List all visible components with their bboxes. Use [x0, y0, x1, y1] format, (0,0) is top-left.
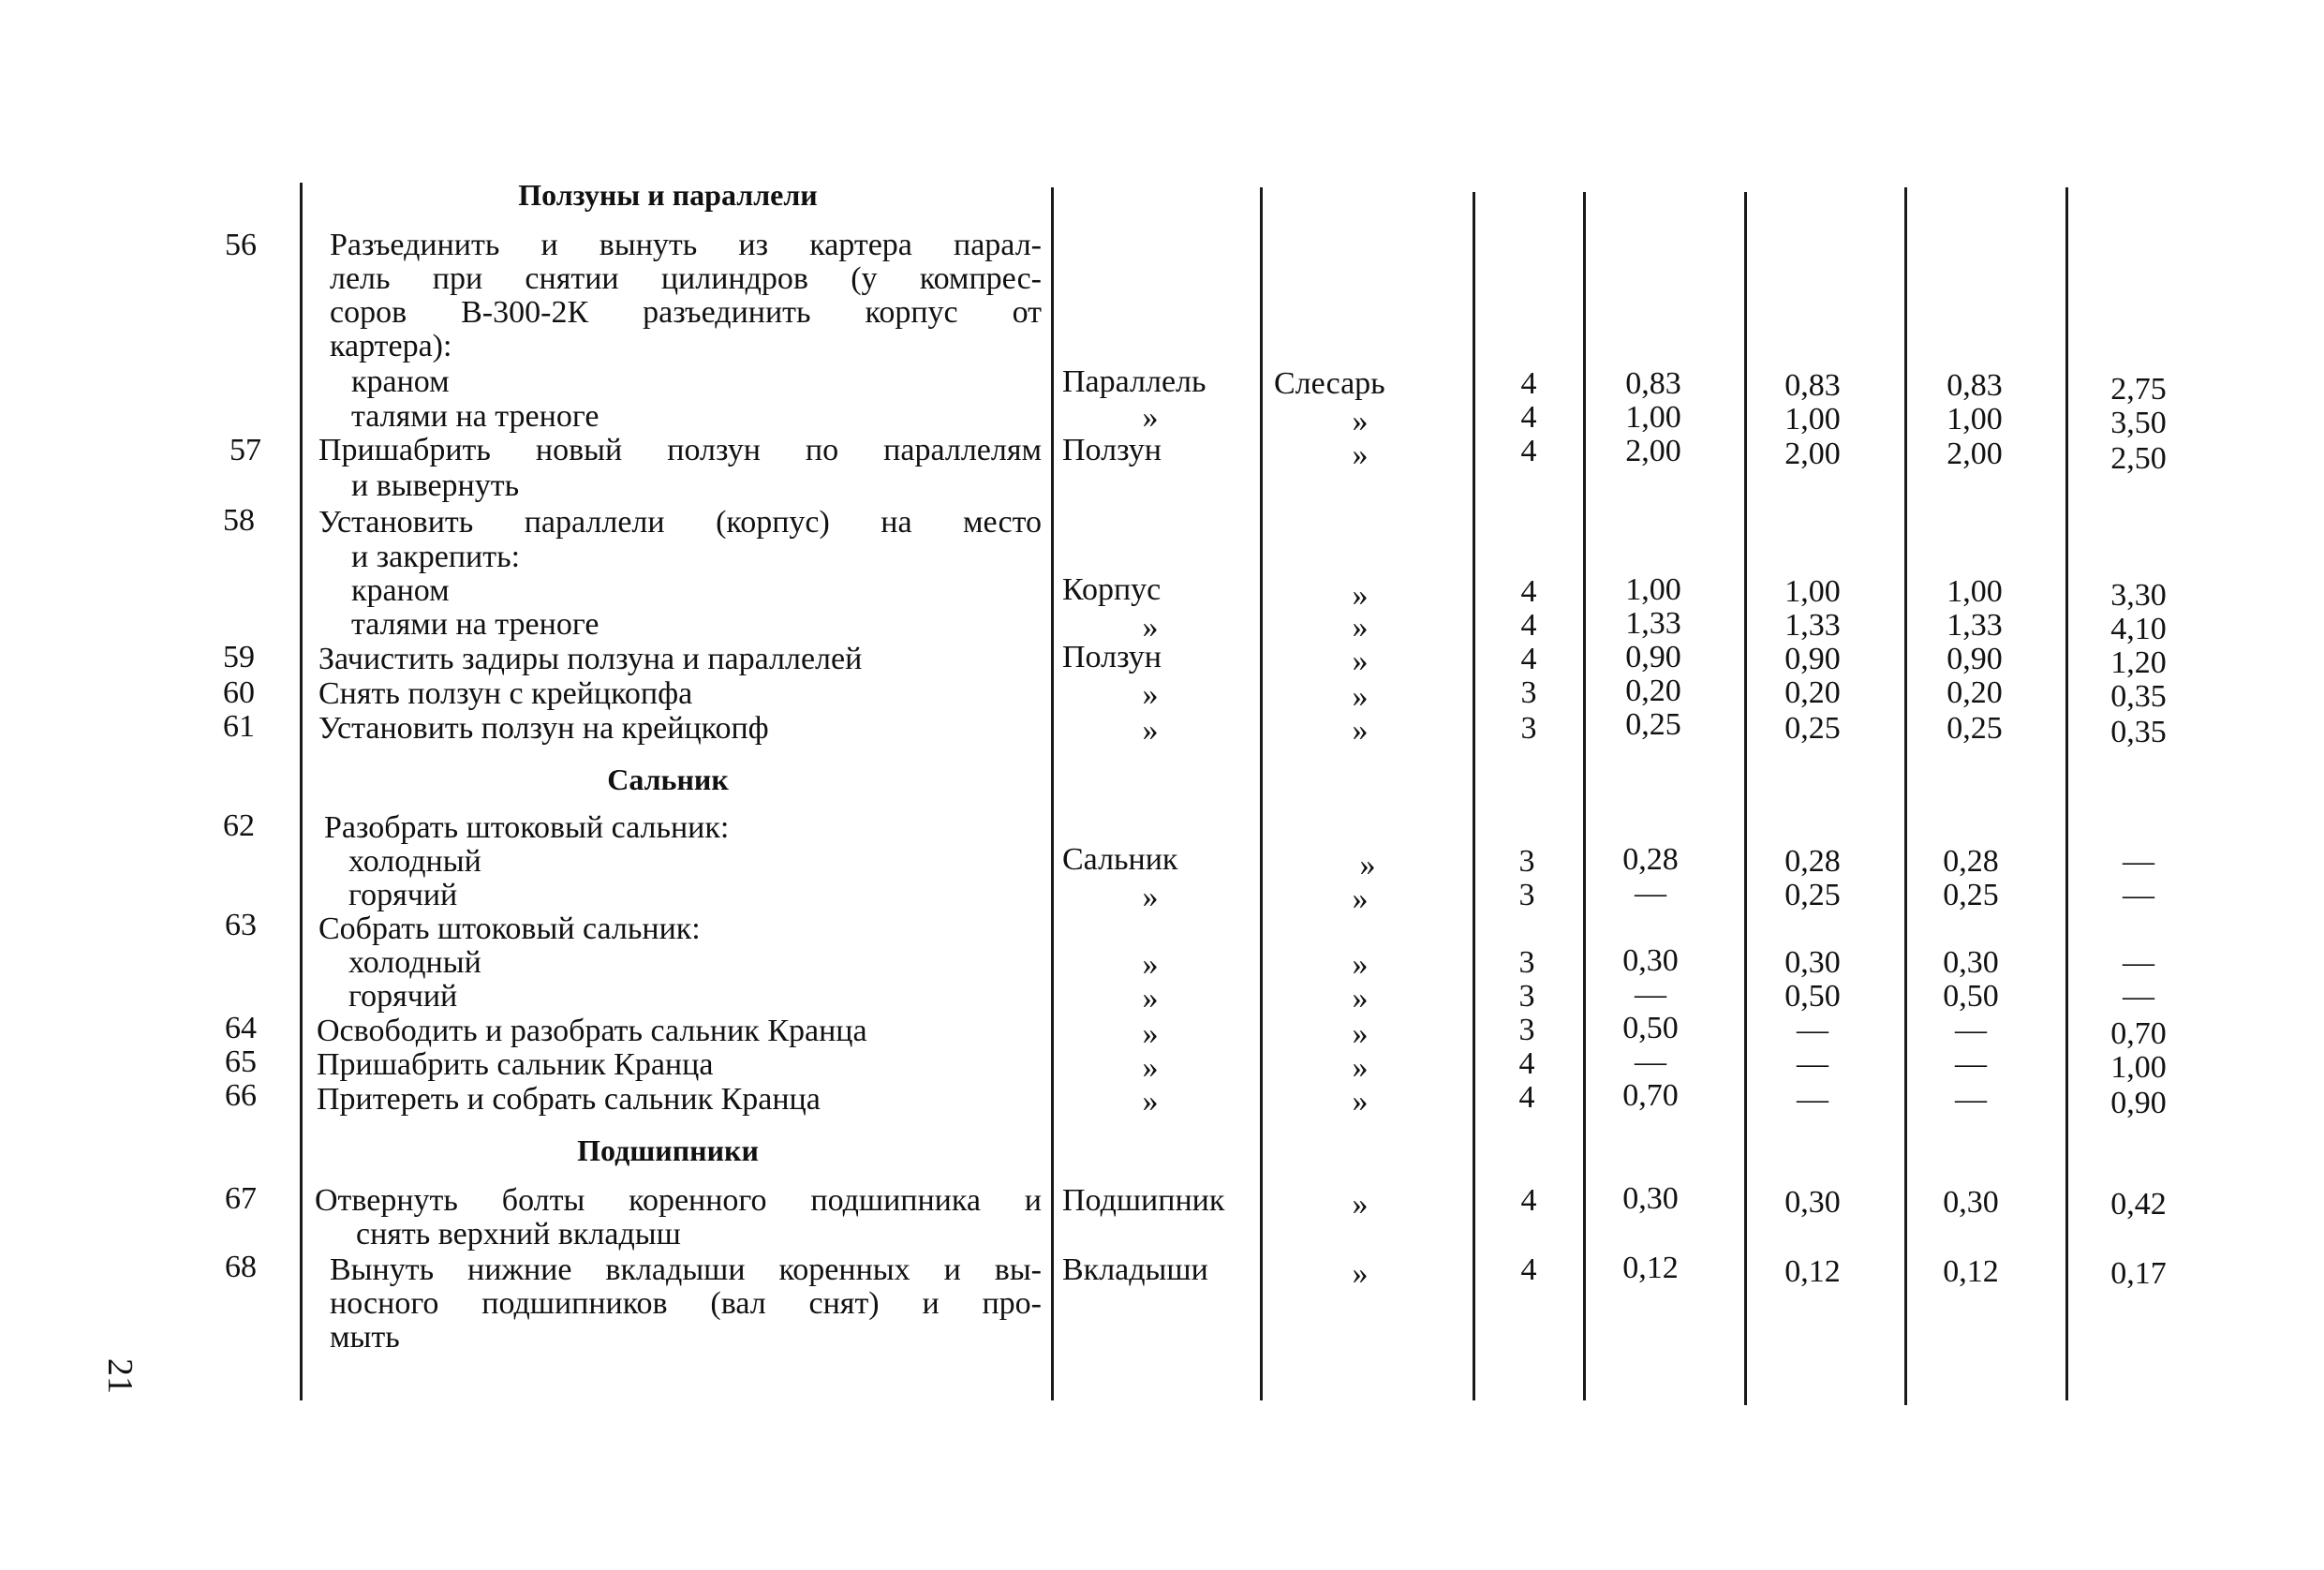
grade-cell: 4 [1520, 1252, 1537, 1287]
rule-grade [1583, 192, 1586, 1400]
value-2: 0,30 [1784, 945, 1841, 980]
row-text: Зачистить задиры ползуна и параллелей [318, 642, 863, 676]
rule-part [1260, 187, 1263, 1400]
grade-cell: 3 [1520, 675, 1537, 710]
grade-cell: 3 [1518, 844, 1535, 879]
value-3: — [1955, 1046, 1987, 1081]
value-3: 0,50 [1943, 979, 1999, 1014]
value-4: 0,90 [2110, 1086, 2167, 1120]
value-3: 1,33 [1947, 608, 2003, 643]
value-2: 0,25 [1784, 711, 1841, 746]
value-3: — [1955, 1013, 1987, 1047]
row-text: Пришабрить новый ползун по параллелям [318, 433, 1042, 467]
part-cell: » [1142, 880, 1159, 914]
grade-cell: 4 [1520, 642, 1537, 676]
row-text: Отвернуть болты коренного подшипника и [315, 1183, 1042, 1218]
row-number: 68 [225, 1250, 257, 1284]
worker-cell: » [1352, 947, 1369, 982]
worker-cell: » [1352, 578, 1369, 613]
sub-label: краном [351, 573, 450, 608]
sub-label: холодный [348, 945, 481, 980]
row-text: Разъединить и вынуть из картера парал- [330, 228, 1042, 262]
row-text: Установить параллели (корпус) на место [318, 505, 1042, 540]
grade-cell: 4 [1518, 1046, 1535, 1081]
row-text: картера): [330, 329, 452, 363]
value-1: 0,30 [1622, 1181, 1679, 1216]
value-3: 0,83 [1947, 368, 2003, 403]
value-1: 0,30 [1622, 943, 1679, 978]
grade-cell: 4 [1520, 366, 1537, 401]
value-1: 0,25 [1625, 707, 1681, 742]
value-4: — [2123, 945, 2154, 980]
row-text: Установить ползун на крейцкопф [318, 711, 769, 746]
value-3: 0,12 [1943, 1254, 1999, 1289]
value-1: — [1635, 1044, 1666, 1079]
row-number: 64 [225, 1011, 257, 1045]
value-1: 0,90 [1625, 640, 1681, 674]
value-2: 2,00 [1784, 437, 1841, 471]
worker-cell: » [1352, 1050, 1369, 1085]
value-3: 1,00 [1947, 402, 2003, 437]
worker-cell: » [1352, 713, 1369, 748]
row-number: 59 [223, 640, 255, 674]
part-cell: » [1142, 713, 1159, 748]
row-number: 65 [225, 1044, 257, 1079]
row-text: снять верхний вкладыш [356, 1217, 681, 1252]
value-2: 0,50 [1784, 979, 1841, 1014]
worker-cell: » [1352, 679, 1369, 714]
value-2: 0,28 [1784, 844, 1841, 879]
grade-cell: 4 [1520, 434, 1537, 468]
value-1: — [1635, 977, 1666, 1012]
part-cell: Ползун [1062, 433, 1162, 467]
value-1: 0,50 [1622, 1011, 1679, 1045]
row-text: Притереть и собрать сальник Кранца [317, 1082, 821, 1117]
rule-desc [1051, 187, 1054, 1400]
rule-v2 [1904, 187, 1907, 1405]
grade-cell: 4 [1520, 608, 1537, 643]
value-2: 0,90 [1784, 642, 1841, 676]
value-3: 0,20 [1947, 675, 2003, 710]
row-text: Разобрать штоковый сальник: [324, 810, 730, 845]
section-title: Подшипники [577, 1133, 759, 1167]
grade-cell: 4 [1520, 574, 1537, 609]
row-number: 66 [225, 1078, 257, 1113]
grade-cell: 4 [1520, 400, 1537, 435]
part-cell: » [1142, 947, 1159, 982]
worker-cell: » [1352, 1256, 1369, 1291]
value-2: 0,83 [1784, 368, 1841, 403]
row-text: соров В-300-2К разъединить корпус от [330, 295, 1042, 330]
sub-label: талями на треноге [351, 399, 600, 434]
value-4: 3,50 [2110, 406, 2167, 440]
part-cell: Вкладыши [1062, 1252, 1208, 1287]
row-text: носного подшипников (вал снят) и про- [330, 1286, 1042, 1321]
rule-left [300, 183, 303, 1400]
value-4: 3,30 [2110, 578, 2167, 613]
value-3: — [1955, 1082, 1987, 1117]
value-2: 0,12 [1784, 1254, 1841, 1289]
worker-cell: Слесарь [1274, 366, 1385, 401]
row-number: 67 [225, 1181, 257, 1216]
row-text: и закрепить: [351, 540, 521, 574]
part-cell: » [1142, 1050, 1159, 1085]
part-cell: Параллель [1062, 364, 1206, 399]
value-4: — [2123, 844, 2154, 879]
value-1: 1,00 [1625, 572, 1681, 607]
value-3: 1,00 [1947, 574, 2003, 609]
part-cell: » [1142, 677, 1159, 712]
value-3: 0,30 [1943, 945, 1999, 980]
row-number: 57 [229, 433, 261, 467]
sub-label: горячий [348, 878, 458, 912]
rule-v1 [1744, 192, 1747, 1405]
grade-cell: 3 [1518, 878, 1535, 912]
value-4: 0,70 [2110, 1016, 2167, 1051]
value-2: — [1797, 1082, 1828, 1117]
value-2: — [1797, 1046, 1828, 1081]
value-4: 4,10 [2110, 612, 2167, 646]
row-number: 56 [225, 228, 257, 262]
value-4: — [2123, 878, 2154, 912]
worker-cell: » [1352, 610, 1369, 644]
value-2: 0,25 [1784, 878, 1841, 912]
row-text: мыть [330, 1320, 400, 1355]
value-4: 0,35 [2110, 715, 2167, 749]
grade-cell: 3 [1518, 945, 1535, 980]
section-title: Сальник [607, 763, 729, 796]
value-1: 0,70 [1622, 1078, 1679, 1113]
value-2: 0,30 [1784, 1185, 1841, 1220]
grade-cell: 3 [1518, 979, 1535, 1014]
row-text: Снять ползун с крейцкопфа [318, 676, 693, 711]
sub-label: холодный [348, 844, 481, 879]
worker-cell: » [1352, 981, 1369, 1015]
part-cell: Подшипник [1062, 1183, 1225, 1218]
worker-cell: » [1352, 1187, 1369, 1222]
row-text: Освободить и разобрать сальник Кранца [317, 1014, 867, 1048]
value-1: 1,33 [1625, 606, 1681, 641]
value-2: 1,33 [1784, 608, 1841, 643]
value-3: 2,00 [1947, 437, 2003, 471]
part-cell: Корпус [1062, 572, 1162, 607]
value-2: 1,00 [1784, 574, 1841, 609]
value-1: 0,12 [1622, 1251, 1679, 1285]
part-cell: » [1142, 610, 1159, 644]
row-number: 60 [223, 675, 255, 710]
part-cell: » [1142, 1016, 1159, 1051]
worker-cell: » [1352, 404, 1369, 438]
sub-label: талями на треноге [351, 607, 600, 642]
worker-cell: » [1352, 1084, 1369, 1118]
value-4: 1,20 [2110, 645, 2167, 680]
worker-cell: » [1352, 644, 1369, 678]
sub-label: горячий [348, 979, 458, 1014]
row-number: 58 [223, 503, 255, 538]
page-number: 21 [100, 1358, 140, 1394]
value-4: 2,75 [2110, 372, 2167, 407]
rule-worker [1473, 192, 1475, 1400]
row-number: 61 [223, 709, 255, 744]
row-number: 63 [225, 908, 257, 942]
worker-cell: » [1352, 881, 1369, 916]
value-4: 2,50 [2110, 441, 2167, 476]
grade-cell: 4 [1518, 1080, 1535, 1115]
value-2: 0,20 [1784, 675, 1841, 710]
worker-cell: » [1352, 1016, 1369, 1051]
value-1: 0,28 [1622, 842, 1679, 877]
value-3: 0,90 [1947, 642, 2003, 676]
value-3: 0,28 [1943, 844, 1999, 879]
value-3: 0,25 [1943, 878, 1999, 912]
grade-cell: 3 [1518, 1013, 1535, 1047]
value-4: 0,17 [2110, 1256, 2167, 1291]
value-4: 0,35 [2110, 679, 2167, 714]
grade-cell: 3 [1520, 711, 1537, 746]
row-text: и вывернуть [351, 468, 520, 503]
value-2: 1,00 [1784, 402, 1841, 437]
value-1: 0,83 [1625, 366, 1681, 401]
value-3: 0,25 [1947, 711, 2003, 746]
row-number: 62 [223, 808, 255, 843]
part-cell: Ползун [1062, 640, 1162, 674]
part-cell: Сальник [1062, 842, 1178, 877]
value-1: 2,00 [1625, 434, 1681, 468]
grade-cell: 4 [1520, 1183, 1537, 1218]
value-1: 0,20 [1625, 674, 1681, 708]
value-1: 1,00 [1625, 400, 1681, 435]
rule-v3 [2065, 187, 2068, 1400]
value-1: — [1635, 876, 1666, 911]
worker-cell: » [1352, 437, 1369, 472]
value-4: 1,00 [2110, 1050, 2167, 1085]
value-3: 0,30 [1943, 1185, 1999, 1220]
value-4: 0,42 [2110, 1187, 2167, 1222]
row-text: лель при снятии цилиндров (у компрес- [330, 261, 1042, 296]
part-cell: » [1142, 981, 1159, 1015]
row-text: Пришабрить сальник Кранца [317, 1047, 714, 1082]
row-text: Собрать штоковый сальник: [318, 911, 701, 946]
part-cell: » [1142, 1084, 1159, 1118]
value-2: — [1797, 1013, 1828, 1047]
sub-label: краном [351, 364, 450, 399]
worker-cell: » [1359, 848, 1376, 882]
part-cell: » [1142, 400, 1159, 435]
row-text: Вынуть нижние вкладыши коренных и вы- [330, 1252, 1042, 1287]
section-title: Ползуны и параллели [518, 178, 818, 212]
value-4: — [2123, 979, 2154, 1014]
